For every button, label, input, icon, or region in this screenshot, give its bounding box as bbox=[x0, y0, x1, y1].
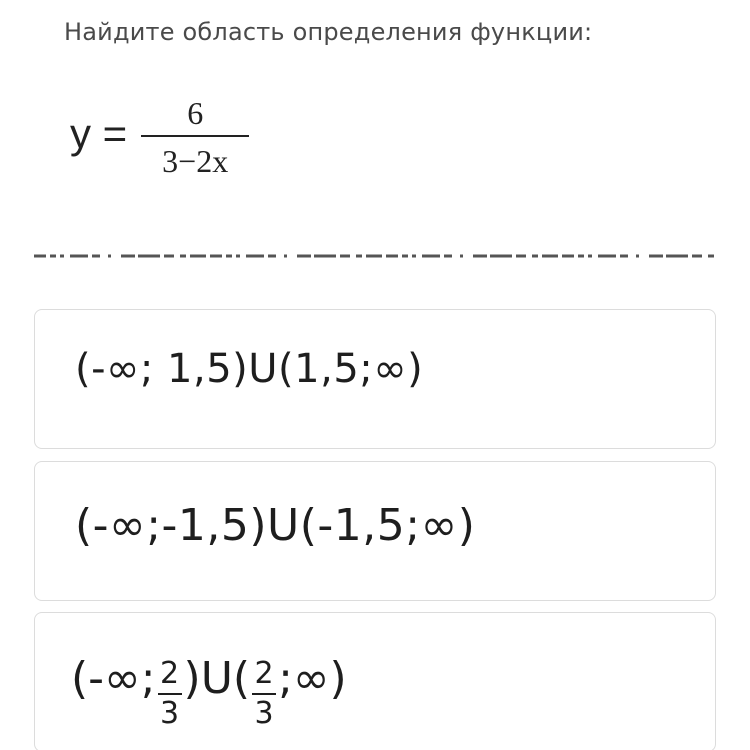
formula-denominator: 3−2x bbox=[162, 143, 229, 179]
answer-option-2-text: (-∞;-1,5)U(-1,5;∞) bbox=[75, 500, 476, 551]
formula-numerator: 6 bbox=[187, 95, 204, 131]
option-3-fraction-2 bbox=[252, 656, 276, 731]
option-3-fraction-1-numerator: 2 bbox=[159, 656, 180, 691]
answer-option-3-text bbox=[71, 643, 347, 731]
option-3-fraction-2-numerator: 2 bbox=[254, 656, 274, 691]
answer-option-3[interactable] bbox=[34, 612, 716, 750]
option-3-middle: )U( bbox=[183, 652, 251, 704]
function-formula bbox=[70, 82, 249, 192]
option-3-fraction-1-denominator: 3 bbox=[159, 696, 180, 731]
answer-option-1-text: (-∞; 1,5)U(1,5;∞) bbox=[75, 346, 424, 392]
fraction-bar bbox=[252, 693, 276, 695]
option-3-fraction-2-denominator: 3 bbox=[254, 696, 274, 731]
fraction-bar bbox=[158, 693, 182, 695]
answer-option-2[interactable] bbox=[34, 461, 716, 601]
option-3-suffix: ;∞) bbox=[278, 652, 347, 704]
formula-fraction bbox=[141, 97, 249, 177]
question-text: Найдите область определения функции: bbox=[64, 18, 593, 46]
dashed-divider bbox=[34, 252, 716, 260]
option-3-prefix: (-∞; bbox=[71, 652, 156, 704]
answer-option-1[interactable] bbox=[34, 309, 716, 449]
option-3-fraction-1 bbox=[158, 656, 182, 731]
formula-lhs: y = bbox=[70, 110, 128, 157]
